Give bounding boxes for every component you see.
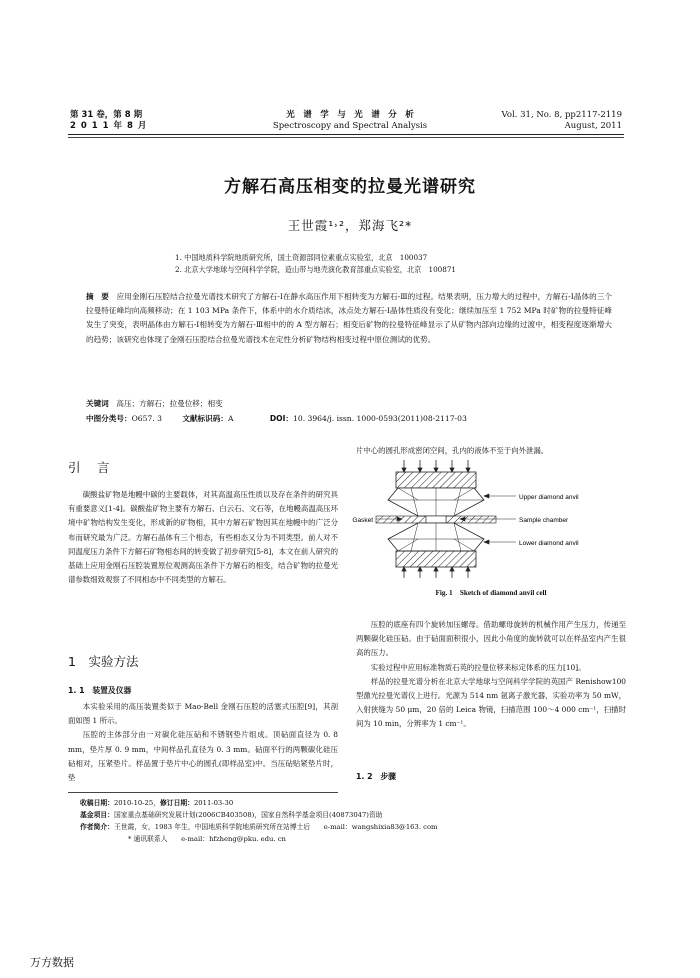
subsection-1-2: 1. 2 步骤 [356, 772, 396, 781]
revised-label: 修订日期： [159, 799, 194, 807]
bio-label: 作者简介： [80, 823, 114, 831]
keywords [86, 397, 616, 411]
methods-body [68, 700, 338, 785]
clc-label: 中图分类号： [86, 414, 132, 423]
bio-text: 王世霞，女，1983 年生，中国地质科学院地质研究所在站博士后 e-mail：wangshixia83@163. com [113, 823, 438, 831]
fund-line [80, 809, 620, 821]
doi-label: DOI： [269, 414, 294, 423]
doc-code-label: 文献标识码： [182, 414, 228, 423]
lower-seat-block [396, 551, 476, 567]
affiliation-1: 1. 中国地质科学院地质研究所，国土资源部同位素重点实验室，北京 100037 [175, 253, 428, 262]
received-label: 收稿日期： [80, 799, 114, 807]
bottom-arrows [402, 567, 470, 578]
figure-caption [356, 588, 626, 598]
received-date: 2010-10-25， [113, 799, 160, 807]
bio-line [80, 821, 620, 833]
received-line [80, 797, 620, 809]
revised-date: 2011-03-30 [193, 799, 234, 807]
intro-text: 碳酸盐矿物是地幔中碳的主要载体，对其高温高压性质以及存在条件的研究具有重要意义[1-4]。碳酸盐矿物主要有方解石、白云石、文石等，在地幔高温高压环境中矿物结构发生变化，形成新的矿物相，其中方解石矿物因其在地幔中的广泛分布而研究最为广泛。方解石晶体有三个相态，有些相态又分为不同类型。前人对不同温度压力条件下方解石矿物相态间的转变做了初步研究[5-8]，本文在前人研究的基础上应用金刚石压腔装置原位观测高压条件下方解石的相变，结合矿物的拉曼光谱参数细致观察了不同相态中不同类型的方解石。 [68, 490, 338, 585]
clc-value: O657. 3 [131, 414, 162, 423]
abstract [86, 290, 612, 347]
issue-info: Vol. 31, No. 8, pp2117-2119 [501, 110, 622, 120]
intro-paragraph [68, 488, 338, 587]
label-upper-anvil: Upper diamond anvil [519, 494, 579, 501]
header-rule [68, 134, 624, 135]
volume-line: 第 31 卷，第 8 期 [70, 110, 143, 120]
methods-para-2: 压腔的主体部分由一对碳化硅压砧和不锈钢垫片组成。顶砧面直径为 0. 8 mm，垫片厚 0. 9 mm，中间样品孔直径为 0. 3 mm。砧面平行的两颗碳化硅压砧相对，压紧垫片。样品置于垫片中心的圆孔(即样品室)中。当压砧贴紧垫片时，垫 [68, 730, 338, 783]
gasket-right [446, 516, 496, 523]
fund-text: 国家重点基础研究发展计划(2006CB403508)，国家自然科学基金项目(40873047)资助 [113, 811, 383, 819]
right-para-2: 实验过程中应用标准物质石英的拉曼位移来标定体系的压力[10]。 [370, 662, 586, 672]
label-sample-chamber: Sample chamber [519, 517, 569, 524]
keywords-text: 高压；方解石；拉曼位移；相变 [116, 399, 223, 408]
methods-heading: 1 实验方法 [68, 654, 139, 669]
right-para-3: 样品的拉曼光谱分析在北京大学地球与空间科学学院的英国产 Renishow100 型激光拉曼光谱仪上进行。光源为 514 nm 氩离子激光器，实验功率为 50 mW，入射狭缝为 50 μm，20 倍的 Leica 物镜，扫描范围 100～4 000 cm⁻¹，扫描时间为 10 min，分辨率为 1 cm⁻¹。 [356, 676, 626, 729]
classification [86, 412, 626, 426]
watermark: 万方数据 [30, 956, 74, 969]
keywords-label: 关键词 [86, 399, 109, 408]
date-en: August, 2011 [564, 121, 622, 131]
right-para-1: 压腔的底座有四个旋转加压螺母。借助螺母旋转的机械作用产生压力，传递至两颗碳化硅压砧。由于砧面面积很小，因此小角度的旋转就可以在样品室内产生很高的压力。 [356, 620, 626, 658]
figure-caption-text: Sketch of diamond anvil cell [459, 589, 547, 597]
footnotes [80, 797, 620, 845]
abstract-text: 应用金刚石压腔结合拉曼光谱技术研究了方解石-Ⅰ在静水高压作用下相转变为方解石-Ⅲ的过程。结果表明，压力增大的过程中，方解石-Ⅰ晶体的三个拉曼特征峰均向高频移动；在 1 103 MPa 条件下，体系中的水介质结冰，冰点处方解石-Ⅰ晶体性质没有变化；继续加压至 1 752 MPa 时矿物的拉曼特征峰发生了突变，表明晶体由方解石-Ⅰ相转变为方解石-Ⅲ相中的的 A 型方解石；相变后矿物的拉曼特征峰显示了从矿物内部向边缘的过渡中，相变程度逐渐增大的趋势；该研究也体现了金刚石压腔结合拉曼光谱技术在定性分析矿物结构相变过程中原位测试的优势。 [86, 292, 613, 344]
doc-code-value: A [227, 414, 234, 423]
label-gasket: Gasket [352, 517, 373, 524]
journal-title-cn: 光 谱 学 与 光 谱 分 析 [286, 110, 414, 120]
header-rule-thin [68, 137, 624, 138]
doi-value: 10. 3964/j. issn. 1000-0593(2011)08-2117-03 [293, 414, 467, 423]
subsection-1-1: 1. 1 装置及仪器 [68, 686, 132, 695]
intro-heading: 引 言 [68, 460, 112, 475]
date-line: 2 0 1 1 年 8 月 [70, 121, 148, 131]
methods-para-1: 本实验采用的高压装置类似于 Mao-Bell 金刚石压腔的活塞式压腔[9]，其剖面如图 1 所示。 [68, 702, 338, 726]
top-arrows [402, 460, 470, 472]
affiliations [175, 252, 595, 276]
fund-label: 基金项目： [80, 811, 114, 819]
figure-number: Fig. 1 [435, 589, 453, 597]
upper-seat-block [396, 472, 476, 488]
authors: 王世霞¹˒²，郑海飞²* [287, 218, 413, 233]
diamond-anvil-cell-figure [352, 458, 626, 580]
affiliation-2: 2. 北京大学地球与空间科学学院，造山带与地壳演化教育部重点实验室，北京 100871 [175, 265, 456, 274]
abstract-label: 摘 要 [86, 292, 109, 301]
journal-title-en: Spectroscopy and Spectral Analysis [272, 121, 428, 131]
footnote-rule [68, 792, 338, 793]
sample-chamber [426, 516, 446, 523]
paper-title: 方解石高压相变的拉曼光谱研究 [224, 177, 476, 197]
right-column-body [356, 618, 626, 732]
label-lower-anvil: Lower diamond anvil [519, 540, 579, 547]
corresponding-line: * 通讯联系人 e-mail：hfzheng@pku. edu. cn [128, 835, 286, 843]
right-column-top: 片中心的圆孔形成密闭空间，孔内的液体不至于向外泄漏。 [356, 446, 549, 455]
